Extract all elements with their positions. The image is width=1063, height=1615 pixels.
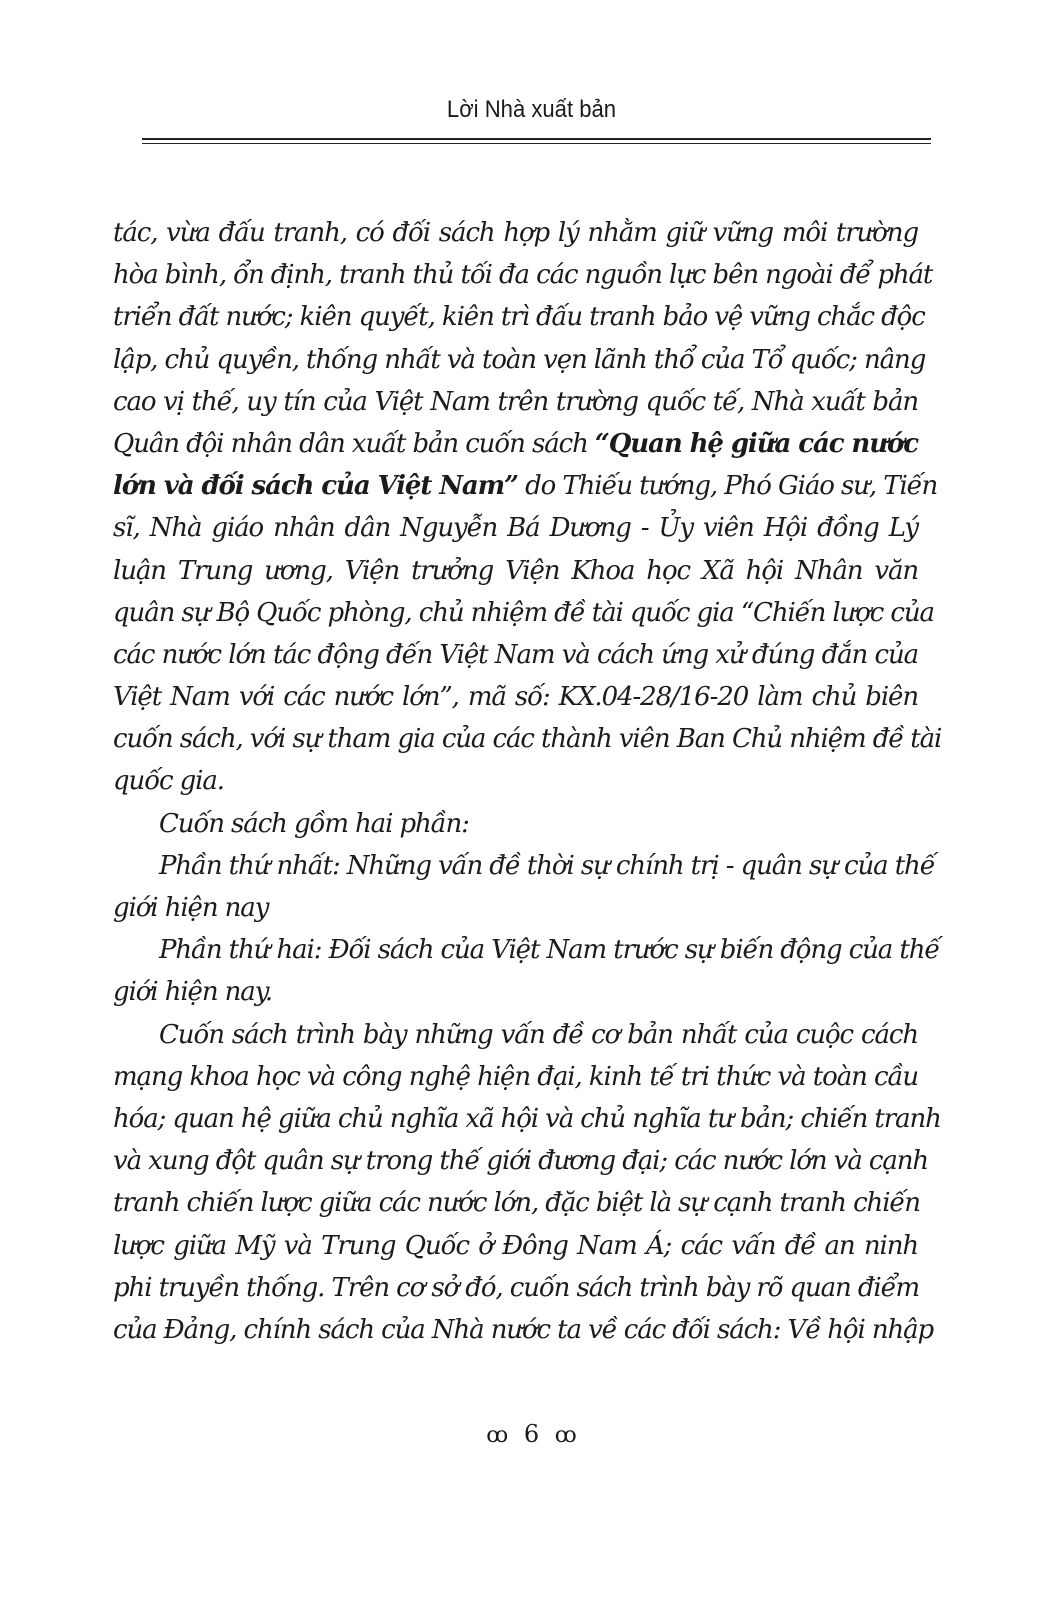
text-line: Việt Nam với các nước lớn”, mã số: KX.04-28/16-20 làm chủ biên [113, 682, 918, 713]
running-header-title: Lời Nhà xuất bản [446, 96, 617, 123]
text-line [113, 465, 938, 507]
text-line: Phần thứ hai: Đối sách của Việt Nam trước sự biến động của thế [159, 935, 940, 966]
book-title-part-1: “Quan hệ giữa các nước [594, 428, 918, 459]
text-line: Cuốn sách gồm hai phần: [159, 808, 469, 839]
text-line: Cuốn sách trình bày những vấn đề cơ bản nhất của cuộc cách [159, 1019, 918, 1050]
text-span: do Thiếu tướng, Phó Giáo sư, Tiến [517, 471, 938, 502]
text-line: giới hiện nay [113, 893, 269, 923]
text-line: sĩ, Nhà giáo nhân dân Nguyễn Bá Dương - Ủy viên Hội đồng Lý [113, 513, 918, 544]
page-footer [0, 1420, 1063, 1448]
text-line: luận Trung ương, Viện trưởng Viện Khoa học Xã hội Nhân văn [113, 555, 918, 586]
text-line: cao vị thế, uy tín của Việt Nam trên trường quốc tế, Nhà xuất bản [113, 386, 918, 417]
text-line: của Đảng, chính sách của Nhà nước ta về các đối sách: Về hội nhập [113, 1314, 934, 1345]
text-line: phi truyền thống. Trên cơ sở đó, cuốn sách trình bày rõ quan điểm [113, 1272, 920, 1303]
body-text [113, 212, 942, 1351]
header-rule-bottom [142, 143, 931, 144]
text-line: tác, vừa đấu tranh, có đối sách hợp lý nhằm giữ vững môi trường [113, 218, 918, 248]
text-line: hóa; quan hệ giữa chủ nghĩa xã hội và chủ nghĩa tư bản; chiến tranh [113, 1103, 941, 1134]
text-line: hòa bình, ổn định, tranh thủ tối đa các nguồn lực bên ngoài để phát [113, 260, 933, 291]
text-line: Phần thứ nhất: Những vấn đề thời sự chính trị - quân sự của thế [159, 850, 935, 881]
text-line: quốc gia. [113, 766, 224, 797]
header-rule-top [142, 138, 931, 140]
text-line: tranh chiến lược giữa các nước lớn, đặc biệt là sự cạnh tranh chiến [113, 1188, 920, 1219]
text-line: lược giữa Mỹ và Trung Quốc ở Đông Nam Á; các vấn đề an ninh [113, 1230, 918, 1261]
text-line: mạng khoa học và công nghệ hiện đại, kinh tế tri thức và toàn cầu [113, 1061, 918, 1092]
text-line: các nước lớn tác động đến Việt Nam và cách ứng xử đúng đắn của [113, 639, 918, 670]
text-line: giới hiện nay. [113, 977, 272, 1008]
book-title-part-2: lớn và đối sách của Việt Nam” [113, 471, 518, 502]
text-line: cuốn sách, với sự tham gia của các thành viên Ban Chủ nhiệm đề tài [113, 724, 942, 755]
ornament-left-icon: ꝏ [486, 1423, 509, 1448]
text-span: Quân đội nhân dân xuất bản cuốn sách [113, 428, 595, 459]
text-line: lập, chủ quyền, thống nhất và toàn vẹn lãnh thổ của Tổ quốc; nâng [113, 344, 926, 375]
ornament-right-icon: ꝏ [554, 1423, 577, 1448]
text-line: triển đất nước; kiên quyết, kiên trì đấu tranh bảo vệ vững chắc độc [113, 302, 925, 333]
text-line: quân sự Bộ Quốc phòng, chủ nhiệm đề tài quốc gia “Chiến lược của [113, 597, 934, 628]
text-line: và xung đột quân sự trong thế giới đương đại; các nước lớn và cạnh [113, 1146, 929, 1177]
page-number: 6 [523, 1420, 540, 1448]
text-line [113, 423, 918, 465]
